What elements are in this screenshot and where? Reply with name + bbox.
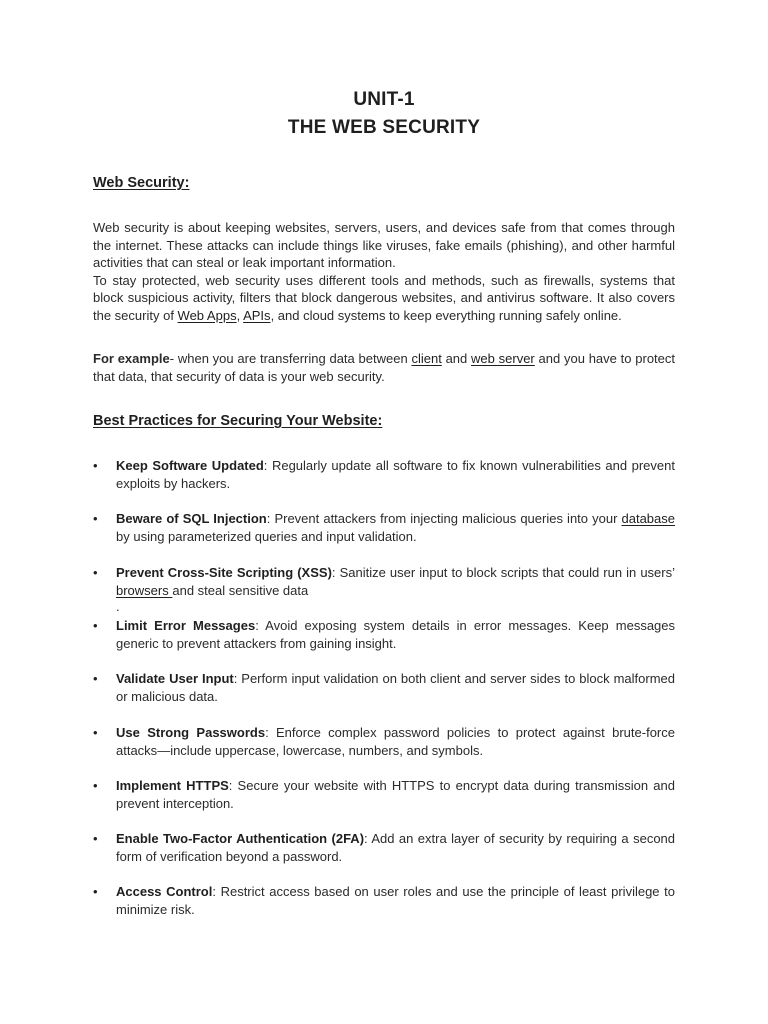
https-link[interactable]: HTTPS bbox=[391, 778, 440, 793]
list-item-label: Beware of SQL Injection bbox=[116, 511, 267, 526]
comma: , bbox=[236, 307, 244, 323]
best-practices-heading: Best Practices for Securing Your Website: bbox=[93, 413, 383, 429]
document-title: THE WEB SECURITY bbox=[287, 117, 481, 138]
bullet-icon: • bbox=[93, 725, 98, 740]
list-item-label: Use Strong Passwords bbox=[116, 725, 266, 740]
list-item-text bbox=[116, 617, 675, 652]
list-item-label: Limit Error Messages bbox=[116, 618, 256, 633]
intro-paragraph bbox=[93, 219, 675, 325]
intro-text-a: Web security is about keeping websites, servers, users, and devices safe from that comes through the internet. These attacks can include things like viruses, fake emails (phishing), and other harmful activities that can steal or leak important information. bbox=[93, 220, 675, 271]
web-server-link[interactable]: web server bbox=[471, 351, 535, 366]
list-item-label: Enable Two-Factor Authentication (2FA) bbox=[116, 831, 365, 846]
list-item-body-end: by using parameterized queries and input validation. bbox=[116, 528, 417, 544]
list-item-body-end: to encrypt data during transmission and prevent interception. bbox=[116, 778, 675, 811]
list-item-body: : Restrict access based on user roles and use the principle of least privilege to minimize risk. bbox=[116, 884, 675, 917]
browsers-link[interactable]: browsers bbox=[116, 582, 173, 598]
list-item-body: : Regularly update all software to fix known vulnerabilities and prevent exploits by hackers. bbox=[116, 458, 675, 491]
bullet-icon: • bbox=[93, 671, 98, 686]
bullet-icon: • bbox=[93, 458, 98, 473]
list-item-label: Keep Software Updated bbox=[116, 458, 264, 473]
unit-label: UNIT-1 bbox=[353, 89, 415, 110]
bullet-icon: • bbox=[93, 618, 98, 633]
example-text-c: and you have to protect that data, that security of data is your web security. bbox=[93, 351, 676, 384]
list-item-body: : Perform input validation on both client and server sides to block malformed or malicious data. bbox=[116, 671, 675, 704]
second-form-of-verification-link[interactable]: second form of verification bbox=[116, 831, 676, 864]
intro-text-c: , and cloud systems to keep everything running safely online. bbox=[270, 307, 622, 323]
list-item-text bbox=[116, 830, 675, 865]
bullet-icon: • bbox=[93, 778, 98, 793]
list-item-body: : Secure your website with bbox=[228, 778, 392, 793]
example-text-a: - when you are transferring data between bbox=[169, 351, 412, 366]
web-security-heading: Web Security: bbox=[93, 175, 190, 191]
client-link[interactable]: client bbox=[411, 351, 442, 366]
list-item-body: : Add an extra layer of security by requiring a bbox=[364, 831, 634, 846]
example-paragraph bbox=[93, 350, 675, 385]
database-link[interactable]: database bbox=[621, 511, 675, 526]
bullet-icon: • bbox=[93, 831, 98, 846]
list-item-text bbox=[116, 564, 675, 599]
list-item-text bbox=[116, 777, 675, 812]
brute-force-attacks-link[interactable]: brute-force attacks bbox=[116, 725, 675, 758]
example-label: For example bbox=[93, 351, 170, 366]
list-item-text bbox=[116, 670, 675, 705]
list-item-body: : Avoid exposing system details in error messages. Keep messages generic to prevent attackers from gaining insight. bbox=[116, 618, 676, 651]
list-item-text bbox=[116, 724, 675, 759]
web-apps-link[interactable]: Web Apps bbox=[177, 307, 237, 323]
bullet-icon: • bbox=[93, 565, 98, 580]
list-item-body: : Enforce complex password policies to protect against bbox=[265, 725, 613, 740]
stray-period: . bbox=[116, 599, 120, 614]
list-item-body-end: and steal sensitive data bbox=[172, 582, 309, 598]
intro-text-b: To stay protected, web security uses different tools and methods, such as firewalls, systems that block suspicious activity, filters that block dangerous websites, and antivirus software. It also covers the security of bbox=[93, 272, 675, 323]
apis-link[interactable]: APIs bbox=[243, 307, 271, 323]
example-text-b: and bbox=[441, 351, 472, 366]
list-item-body-end: —include uppercase, lowercase, numbers, and symbols. bbox=[157, 742, 484, 758]
list-item-label: Prevent Cross-Site Scripting (XSS) bbox=[116, 565, 332, 580]
list-item-text bbox=[116, 510, 675, 545]
list-item-label: Implement HTTPS bbox=[116, 778, 229, 793]
bullet-icon: • bbox=[93, 884, 98, 899]
list-item-body-end: beyond a password. bbox=[222, 848, 343, 864]
list-item-body: : Sanitize user input to block scripts that could run in users’ bbox=[331, 565, 675, 580]
list-item-label: Access Control bbox=[116, 884, 213, 899]
bullet-icon: • bbox=[93, 511, 98, 526]
list-item-text bbox=[116, 883, 675, 918]
list-item-label: Validate User Input bbox=[116, 671, 234, 686]
list-item-text bbox=[116, 457, 675, 492]
list-item-body: : Prevent attackers from injecting malicious queries into your bbox=[266, 511, 622, 526]
